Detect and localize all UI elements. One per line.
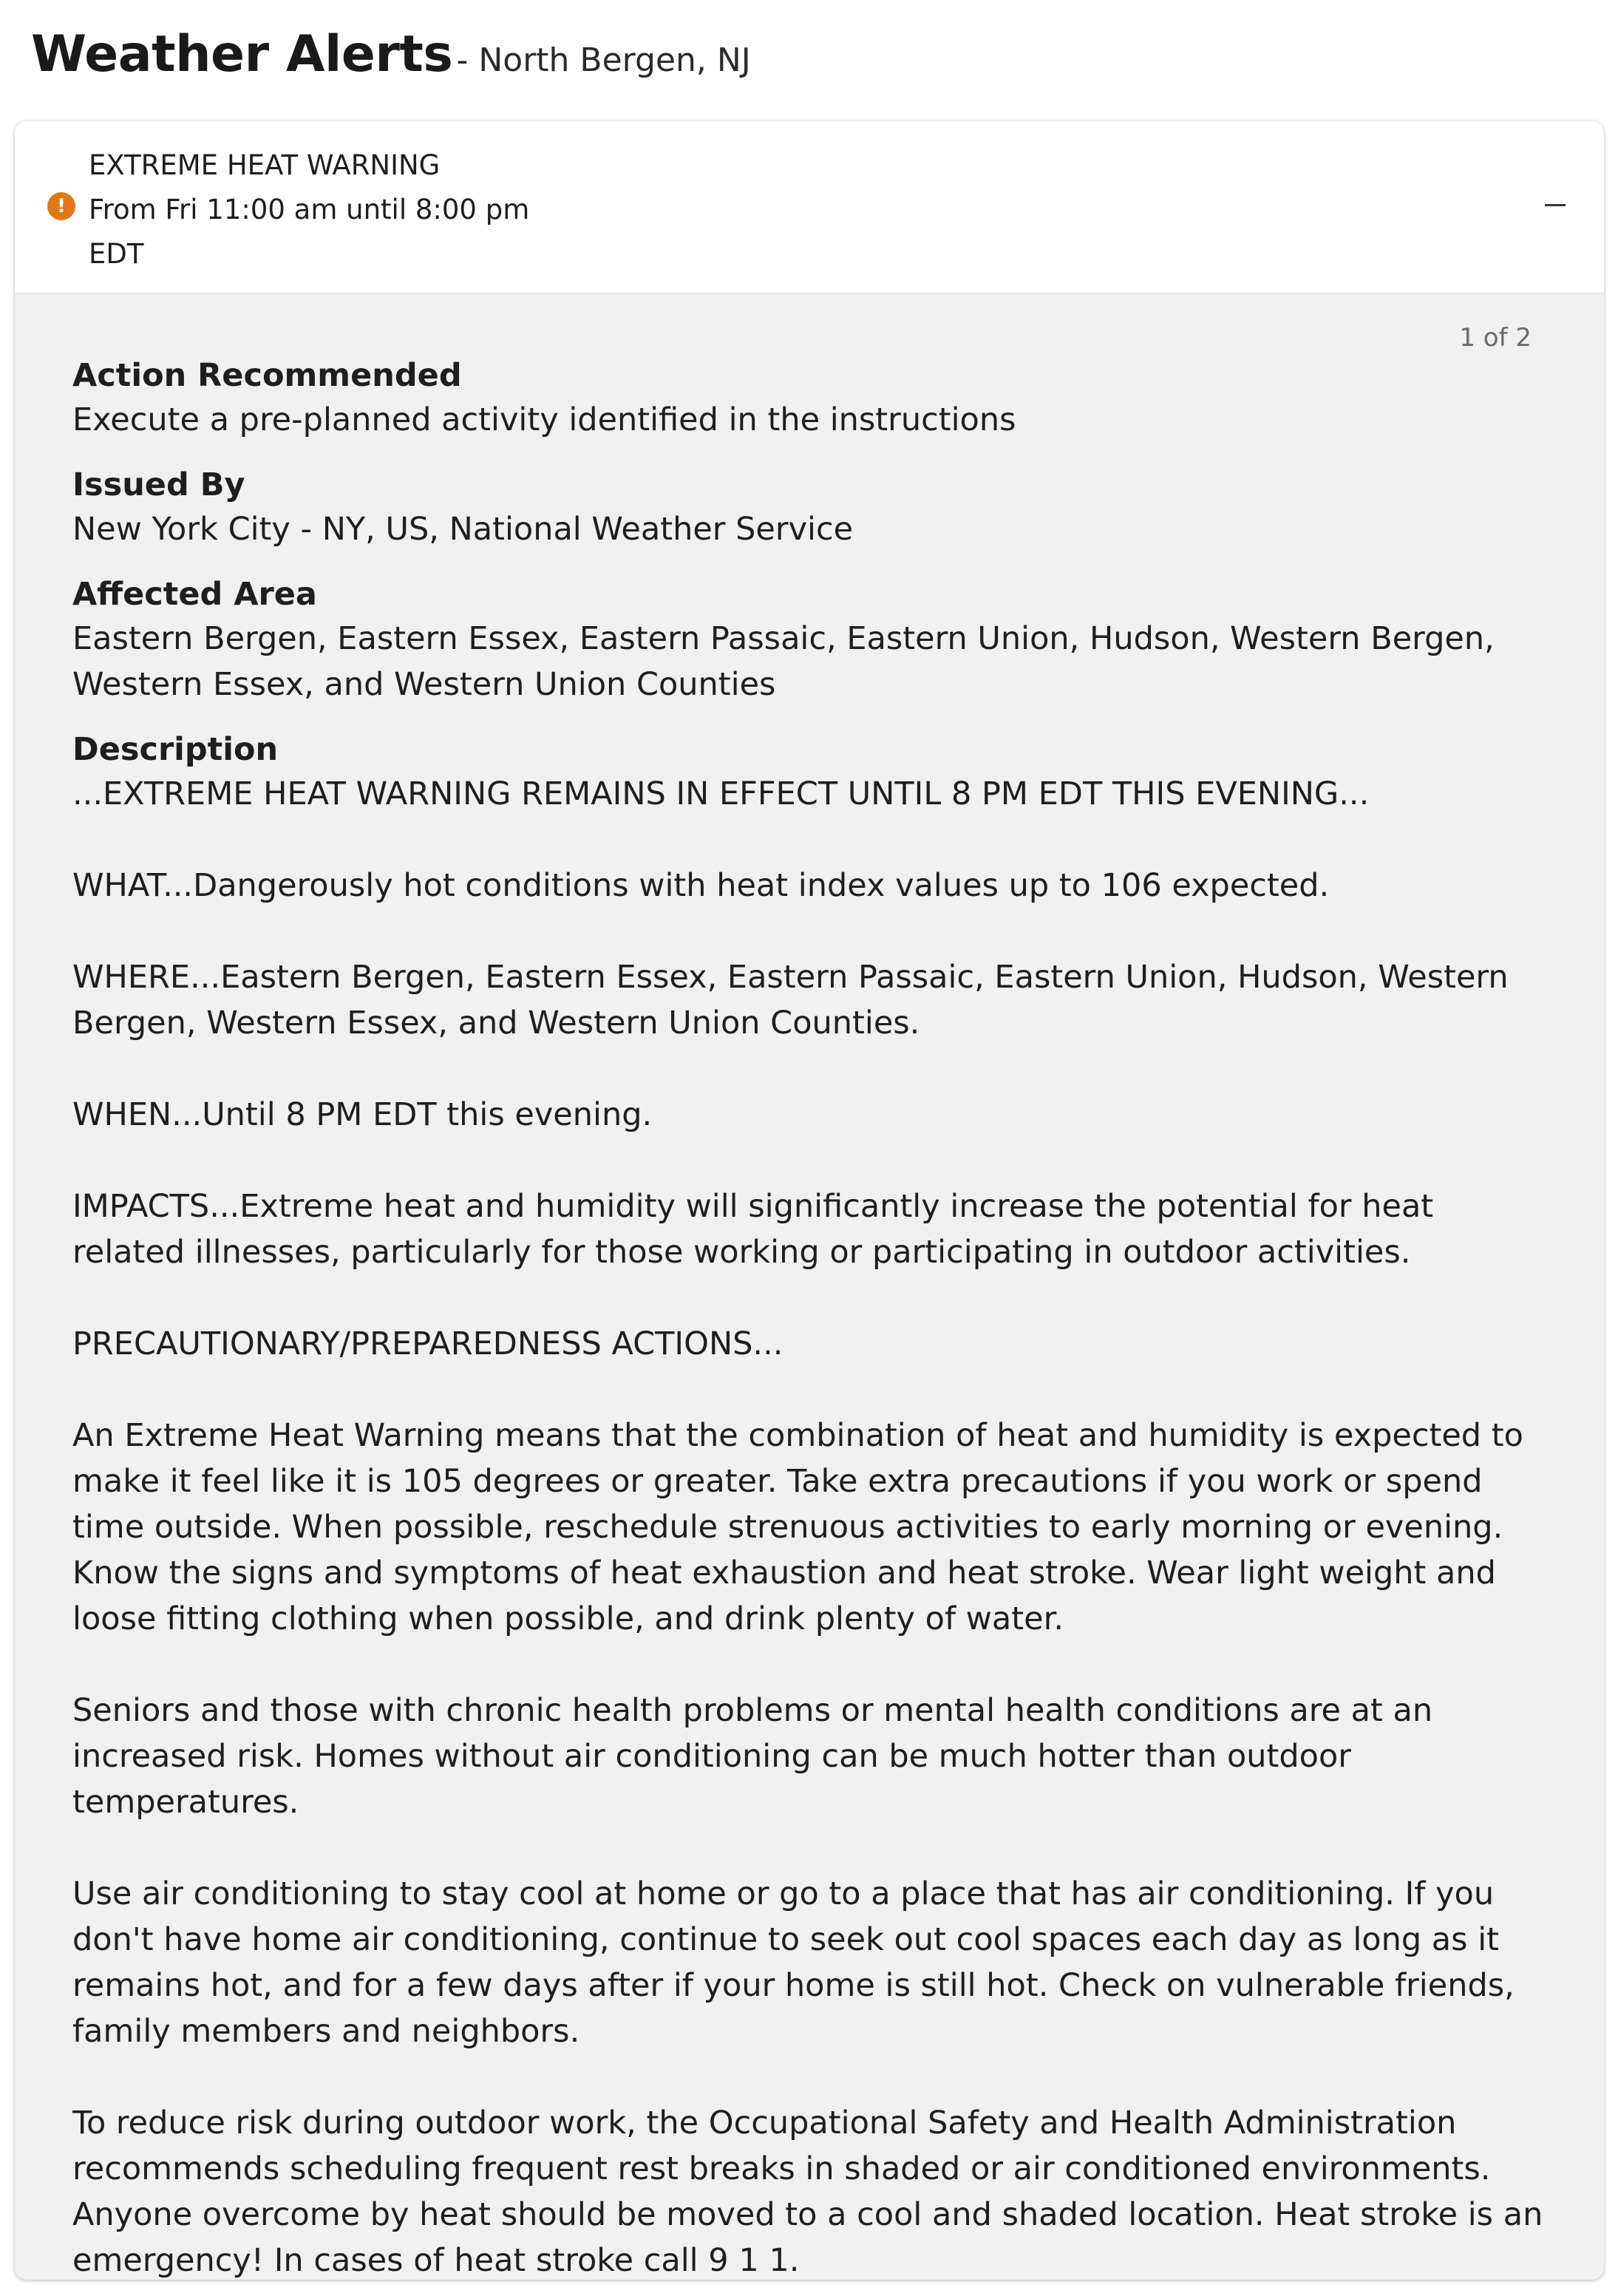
collapse-icon[interactable] — [1545, 204, 1566, 206]
area-section — [72, 573, 1546, 707]
alert-card — [15, 121, 1604, 2280]
description-paragraph: Seniors and those with chronic health problems or mental health conditions are at an increased risk. Homes without air conditioning can be much hotter than outdoor temperatures. — [72, 1692, 1433, 1821]
action-label: Action Recommended — [72, 357, 462, 394]
description-label: Description — [72, 731, 279, 768]
area-label: Affected Area — [72, 576, 317, 613]
issued-section — [72, 463, 1546, 552]
action-value: Execute a pre-planned activity identified in the instructions — [72, 401, 1016, 438]
description-paragraph: ...EXTREME HEAT WARNING REMAINS IN EFFECT UNTIL 8 PM EDT THIS EVENING... — [72, 775, 1370, 812]
description-section — [72, 728, 1546, 2280]
description-paragraph: Use air conditioning to stay cool at home or go to a place that has air conditioning. If you don't have home air conditioning, continue to seek out cool spaces each day as long as it remains hot, and for a few days after if your home is still hot. Check on vulnerable friends, family members and neighbors. — [72, 1875, 1515, 2050]
alert-title — [89, 143, 547, 276]
description-paragraph: IMPACTS...Extreme heat and humidity will significantly increase the potential for heat related illnesses, particularly for those working or participating in outdoor activities. — [72, 1188, 1434, 1271]
alert-exclamation-icon: ! — [47, 192, 75, 220]
description-paragraph: WHERE...Eastern Bergen, Eastern Essex, Eastern Passaic, Eastern Union, Hudson, Western Bergen, Western Essex, and Western Union Counties. — [72, 959, 1509, 1042]
page-header — [31, 25, 751, 84]
alert-time-line: From Fri 11:00 am until 8:00 pm — [89, 194, 530, 225]
description-body — [72, 771, 1546, 2280]
alert-counter: 1 of 2 — [1459, 323, 1532, 353]
page-title: Weather Alerts — [31, 25, 453, 84]
description-paragraph: PRECAUTIONARY/PREPAREDNESS ACTIONS... — [72, 1325, 783, 1362]
description-paragraph: An Extreme Heat Warning means that the combination of heat and humidity is expected to make it feel like it is 105 degrees or greater. Take extra precautions if you work or spend time outside. When possible, reschedule strenuous activities to early morning or evening. Know the signs and symptoms of heat exhaustion and heat stroke. Wear light weight and loose fitting clothing when possible, and drink plenty of water. — [72, 1417, 1523, 1637]
action-section — [72, 293, 1546, 443]
description-paragraph: WHAT...Dangerously hot conditions with heat index values up to 106 expected. — [72, 867, 1330, 904]
alert-details — [15, 293, 1604, 2280]
issued-value: New York City - NY, US, National Weather Service — [72, 511, 854, 548]
alert-title-line: EXTREME HEAT WARNING — [89, 149, 441, 181]
area-value: Eastern Bergen, Eastern Essex, Eastern Passaic, Eastern Union, Hudson, Western Bergen, Western Essex, and Western Union Counties — [72, 620, 1495, 703]
alert-timezone-line: EDT — [89, 238, 144, 270]
location-label: - North Bergen, NJ — [456, 41, 751, 79]
description-paragraph: WHEN...Until 8 PM EDT this evening. — [72, 1096, 653, 1133]
alert-header[interactable] — [15, 121, 1604, 293]
issued-label: Issued By — [72, 466, 245, 503]
description-paragraph: To reduce risk during outdoor work, the Occupational Safety and Health Administration recommends scheduling frequent rest breaks in shaded or air conditioned environments. Anyone overcome by heat should be moved to a cool and shaded location. Heat stroke is an emergency! In cases of heat stroke call 9 1 1. — [72, 2105, 1543, 2279]
